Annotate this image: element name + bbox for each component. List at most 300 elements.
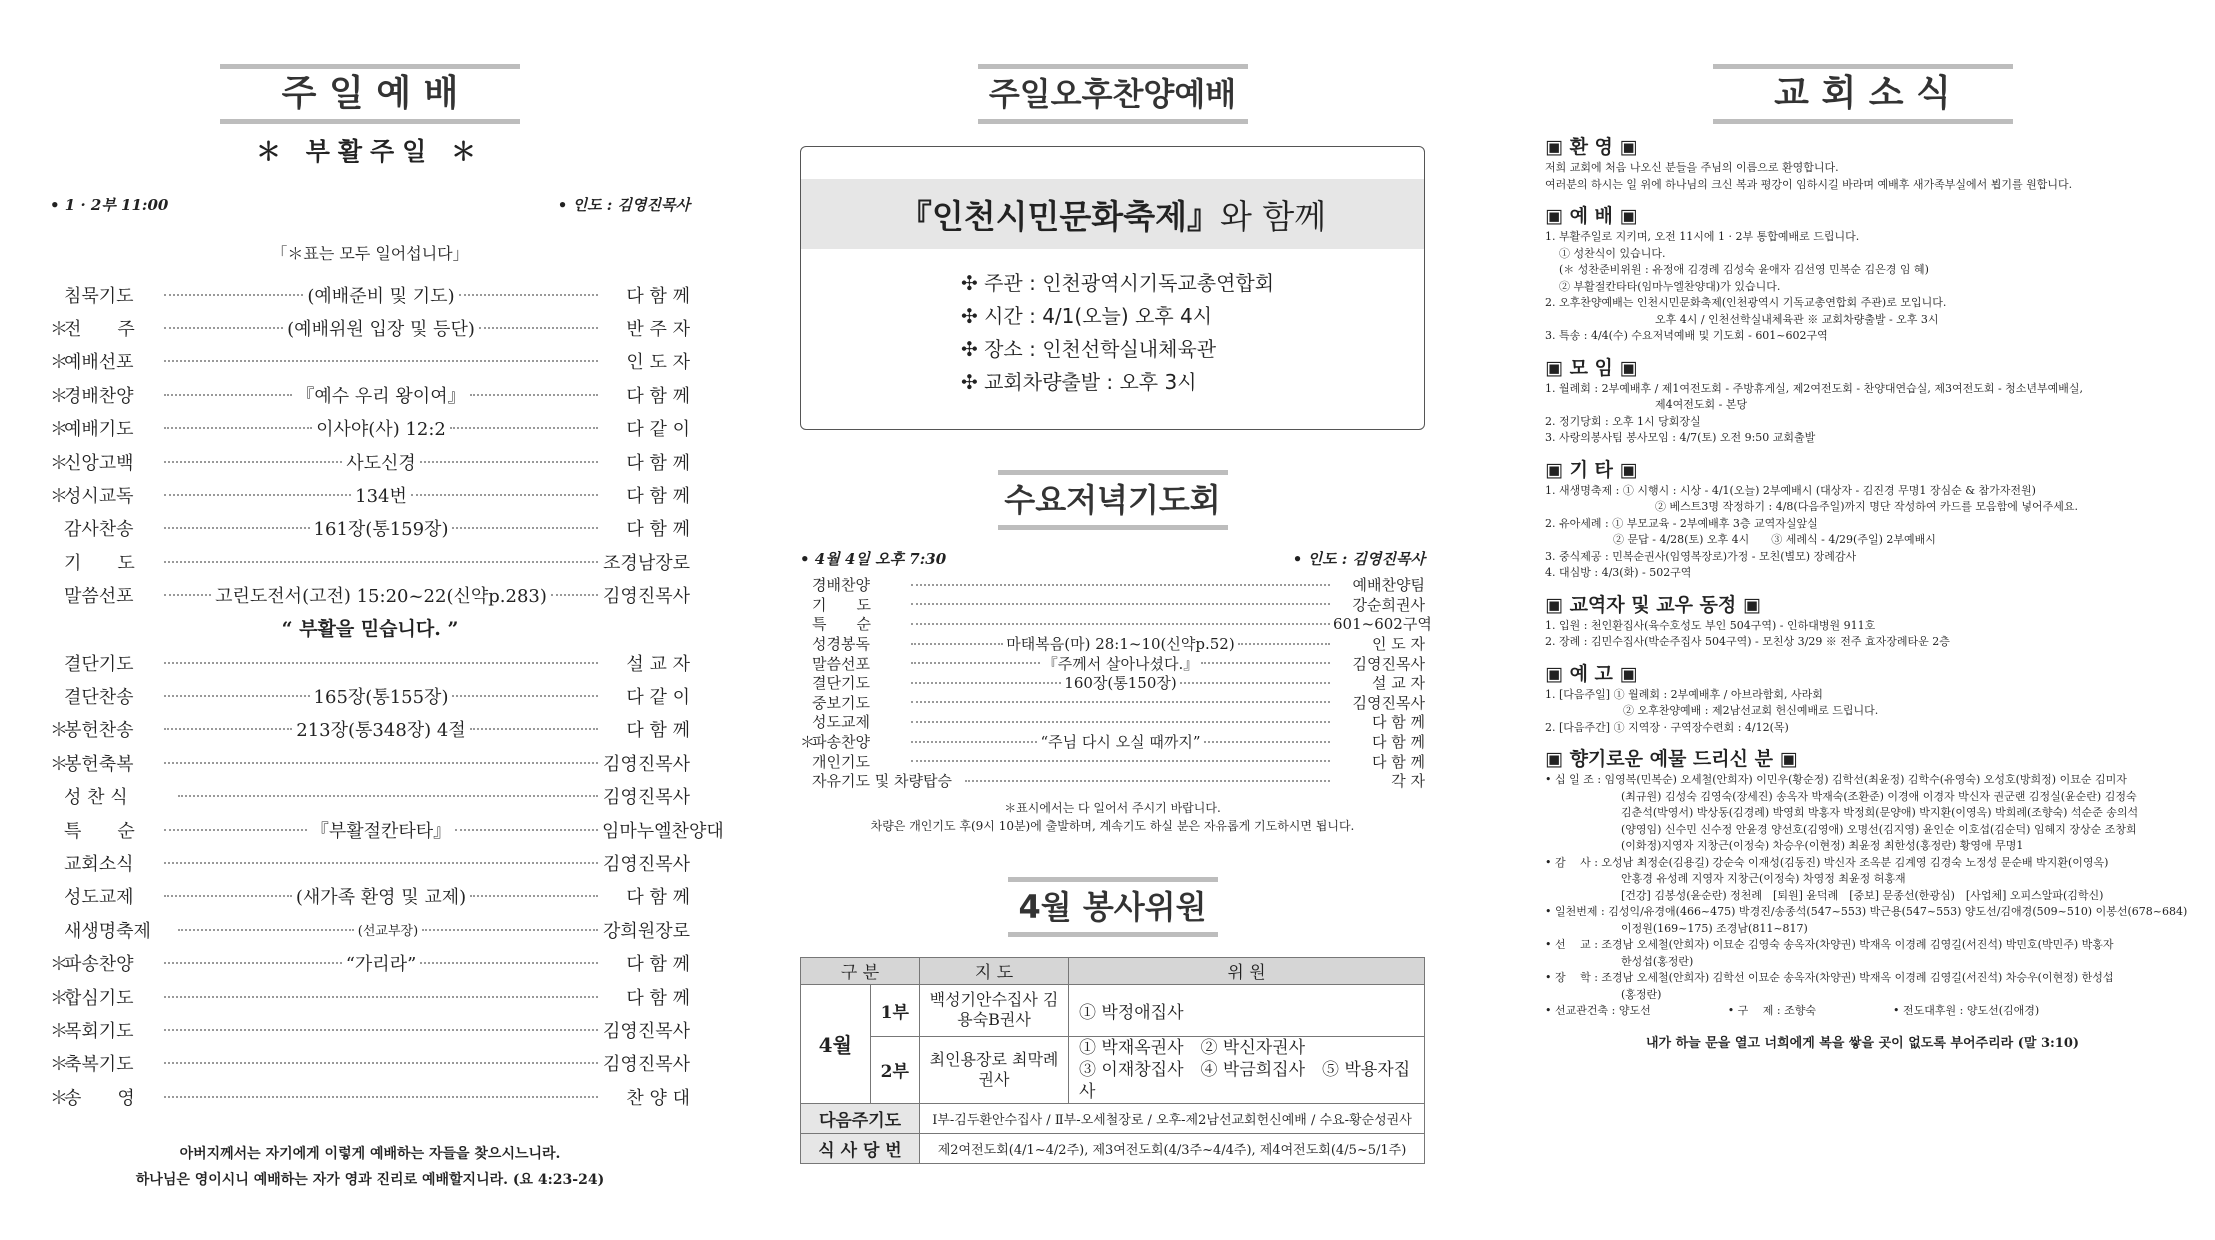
worship-leader: • 인도 : 김영진목사: [557, 196, 690, 214]
order-item-name: 말씀선포: [64, 586, 134, 608]
order-row: [50, 779, 690, 812]
standing-mark: ＊: [50, 987, 68, 1009]
dot-leader: [911, 682, 1061, 684]
title-bar-bottom: [1008, 932, 1218, 937]
order-fill: [908, 672, 1333, 693]
wednesday-title-box: [998, 470, 1228, 530]
order-detail: 213장(통348장) 4절: [296, 720, 466, 742]
verse-line-1: 아버지께서는 자기에게 이렇게 예배하는 자들을 찾으시느니라.: [179, 1146, 561, 1163]
order-row: [50, 880, 690, 913]
order-fill: [160, 449, 602, 475]
order-item-name: 감사찬송: [64, 519, 134, 541]
order-item-name: 성도교제: [64, 887, 134, 909]
standing-mark: ＊: [50, 1054, 68, 1076]
order-item-name: 송 영: [64, 1087, 135, 1109]
order-item-person: 다 같 이: [626, 419, 690, 441]
order-item-name: 기 도: [64, 552, 135, 574]
dot-leader: [479, 327, 598, 329]
order-item-person: 반 주 자: [626, 319, 690, 341]
festival-host: ✣ 주관 : 인천광역시기독교총연합회: [961, 271, 1275, 295]
sunday-worship-column: [50, 0, 724, 1193]
order-row: [50, 512, 690, 545]
order-fill: [160, 683, 602, 709]
dot-leader: [911, 701, 1330, 703]
order-item-name: 경배찬양: [64, 385, 134, 407]
worship-line: 오후 4시 / 인천선학실내체육관 ※ 교회차량출발 - 오후 3시: [1655, 312, 1939, 326]
order-item-name: 예배기도: [64, 419, 134, 441]
order-item-name: 성시교독: [64, 486, 134, 508]
order-fill: [174, 920, 602, 939]
order-fill: [160, 862, 602, 864]
wednesday-order: [800, 575, 1432, 791]
table-row: [801, 984, 1425, 1036]
order-item-person: 다 함 께: [626, 486, 690, 508]
standing-mark: ＊: [50, 753, 68, 775]
title-bar-bottom: [998, 525, 1228, 530]
wednesday-title: 수요저녁기도회: [1004, 481, 1221, 519]
part2-lead: 최인용장로 최막례권사: [920, 1036, 1069, 1103]
dot-leader: [164, 594, 211, 596]
order-item-person: 조경남장로: [603, 552, 690, 574]
order-item-name: 결단찬송: [64, 686, 134, 708]
section-meetings: ▣ 모 임 ▣: [1545, 356, 1638, 379]
welcome-line: 저희 교회에 처음 나오신 분들을 주님의 이름으로 환영합니다.: [1545, 161, 1839, 174]
order-row: [50, 846, 690, 879]
order-item-person: 다 함 께: [626, 385, 690, 407]
offering-line: (최규원) 김성숙 김영숙(장세진) 송옥자 박재숙(조환준) 이경애 이경자 박신자 권군랜 김정실(윤순란) 김정숙: [1621, 789, 2137, 803]
order-fill: [908, 603, 1333, 605]
offering-line: [건강] 김봉성(윤순란) 정천례 [퇴원] 윤덕례 [중보] 문종선(한광심) [사업체] 오피스알파(김학신): [1621, 888, 2104, 902]
order-row: [50, 412, 690, 445]
dot-leader: [470, 895, 598, 897]
sunday-worship-title-box: [220, 64, 520, 124]
order-fill: [962, 780, 1333, 782]
dot-leader: [164, 895, 292, 897]
order-fill: [160, 762, 602, 764]
worship-meta: [50, 194, 690, 215]
order-fill: [908, 701, 1333, 703]
sunday-worship-title: 주 일 예 배: [281, 73, 459, 114]
misc-line: ② 문답 - 4/28(토) 오후 4시 ③ 세례식 - 4/29(주일) 2부예배시: [1613, 533, 1936, 546]
order-row: [50, 579, 690, 612]
afternoon-title-box: [978, 64, 1248, 124]
order-item-person: 인 도 자: [626, 352, 690, 374]
order-item-name: 목회기도: [64, 1020, 134, 1042]
standing-mark: ＊: [50, 1087, 68, 1109]
dot-leader: [911, 662, 1040, 664]
offering-line: • 선교관건축 : 양도선 • 구 제 : 조향숙 • 전도대후원 : 양도선(김애경): [1545, 1004, 2040, 1017]
dot-leader: [164, 829, 307, 831]
order-item-person: 김영진목사: [603, 787, 690, 809]
order-item-name: 파송찬양: [64, 954, 134, 976]
order-item-name: 성 찬 식: [64, 787, 128, 809]
dot-leader: [422, 929, 598, 931]
order-item-name: 특 순: [812, 615, 871, 634]
worship-line: 1. 부활주일로 지키며, 오전 11시에 1 · 2부 통합예배로 드립니다.: [1545, 230, 1860, 243]
order-row: [50, 679, 690, 712]
standing-mark: ＊: [50, 452, 68, 474]
order-item-person: 김영진목사: [603, 586, 690, 608]
order-fill: [160, 382, 602, 408]
order-detail: “가리라”: [345, 954, 417, 976]
order-fill: [160, 282, 602, 308]
table-row: [801, 1133, 1425, 1163]
dot-leader: [911, 721, 1330, 723]
order-item-person: 예배찬양팀: [1352, 576, 1425, 595]
news-line: 2. 장례 : 김민수집사(박순주집사 504구역) - 모친상 3/29 ※ 전주 효자장례타운 2층: [1545, 635, 1950, 648]
section-offerings: ▣ 향기로운 예물 드리신 분 ▣: [1545, 748, 1798, 770]
standing-mark: ＊: [50, 352, 68, 374]
misc-line: 1. 새생명축제 : ① 시행시 : 시상 - 4/1(오늘) 2부예배시 (대상자 - 김진경 무명1 장심순 & 참가자전원): [1545, 483, 2036, 497]
order-item-person: 601~602구역: [1333, 615, 1432, 634]
offering-line: 김춘석(박영서) 박상동(김경례) 박영희 박홍자 박정희(문양애) 박지환(이영옥) 박희례(조향숙) 석순준 송의석: [1621, 806, 2139, 819]
offering-line: • 감 사 : 오성남 최정순(김용길) 강순숙 이재성(김동진) 박신자 조옥분 김계영 김경숙 노정성 문순배 박지환(이영옥): [1545, 855, 2109, 869]
worship-line: 2. 오후찬양예배는 인천시민문화축제(인천광역시 기독교총연합회 주관)로 모입니다.: [1545, 296, 1947, 309]
offering-line: (양영임) 신수민 신수정 안윤경 양선호(김영애) 오명선(김지영) 윤인순 이호섭(김순덕) 임혜지 장상순 조창희: [1621, 822, 2137, 836]
offering-line: • 일천번제 : 김성익/유경애(466~475) 박경진/송종석(547~553) 박근용(547~553) 양도선/김애경(509~510) 이봉선(678~684): [1545, 905, 2188, 918]
news-title-box: [1713, 64, 2013, 124]
dot-leader: [164, 494, 351, 496]
order-row: [50, 813, 724, 846]
verse-line-2: 하나님은 영이시니 예배하는 자가 영과 진리로 예배할지니라. (요 4:23-24): [135, 1172, 605, 1189]
dot-leader: [164, 294, 303, 296]
order-item-person: 다 같 이: [626, 686, 690, 708]
dot-leader: [178, 795, 598, 797]
order-item-person: 다 함 께: [626, 954, 690, 976]
order-row: [800, 634, 1425, 654]
order-item-name: 새생명축제: [64, 920, 151, 942]
order-item-person: 임마누엘찬양대: [602, 820, 724, 842]
dot-leader: [1238, 643, 1330, 645]
table-header: [801, 957, 1425, 984]
order-fill: [160, 515, 602, 541]
festival-band: [801, 179, 1424, 249]
table-row: [801, 1036, 1425, 1103]
part1-lead: 백성기안수집사 김용숙B권사: [920, 984, 1069, 1036]
order-item-person: 김영진목사: [1352, 693, 1425, 712]
worship-line: ② 부활절칸타타(임마누엘찬양대)가 있습니다.: [1559, 279, 1781, 293]
festival-suffix: 와 함께: [1219, 196, 1327, 236]
order-item-person: 다 함 께: [626, 285, 690, 307]
dot-leader: [911, 643, 1003, 645]
misc-line: 2. 유아세례 : ① 부모교육 - 2부예배후 3층 교역자실앞실: [1545, 516, 1818, 530]
offering-line: (이화정)지영자 지창근(이정숙) 차승우(이현정) 최윤정 최한성(홍정란) 황영애 무명1: [1621, 839, 2024, 852]
order-item-person: 설 교 자: [626, 653, 690, 675]
order-item-person: 김영진목사: [603, 1020, 690, 1042]
standing-mark: ＊: [50, 954, 68, 976]
malachi-verse: 내가 하늘 문을 열고 너희에게 복을 쌓을 곳이 없도록 부어주리라 (말 3:10): [1645, 1035, 2080, 1051]
dot-leader: [164, 1029, 598, 1031]
order-detail: 사도신경: [346, 452, 416, 474]
order-fill: [160, 561, 602, 563]
order-row: [800, 673, 1425, 693]
order-fill: [908, 721, 1333, 723]
order-item-name: 기 도: [812, 595, 871, 614]
order-item-person: 설 교 자: [1371, 674, 1425, 693]
order-fill: [160, 950, 602, 976]
order-item-name: 교회소식: [64, 853, 134, 875]
order-item-name: 결단기도: [812, 674, 870, 693]
order-item-person: 다 함 께: [626, 887, 690, 909]
order-item-name: 파송찬양: [812, 733, 870, 752]
part2-members-line2: ③ 이재창집사 ④ 박금희집사 ⑤ 박용자집사: [1079, 1059, 1411, 1102]
order-item-name: 경배찬양: [812, 576, 870, 595]
order-fill: [160, 996, 602, 998]
order-row: [800, 712, 1425, 732]
standing-mark: ＊: [50, 486, 68, 508]
easter-subtitle: ＊ 부활주일 ＊: [255, 137, 484, 166]
dot-leader: [452, 527, 598, 529]
order-item-name: 합심기도: [64, 987, 134, 1009]
dot-leader: [164, 427, 312, 429]
title-bar-bottom: [220, 119, 520, 124]
bible-verse: [50, 1141, 690, 1193]
offering-line: 이정원(169~175) 조경남(811~817): [1621, 921, 1808, 935]
welcome-line: 여러분의 하시는 일 위에 하나님의 크신 복과 평강이 임하시길 바라며 예배후 새가족부실에서 뵙기를 원합니다.: [1545, 177, 2073, 191]
order-fill: [908, 653, 1333, 674]
order-fill: [160, 582, 602, 608]
order-item-name: 말씀선포: [812, 654, 870, 673]
festival-bus: ✣ 교회차량출발 : 오후 3시: [961, 370, 1197, 394]
order-item-name: 봉헌축복: [64, 753, 134, 775]
order-fill: [908, 760, 1333, 762]
meeting-line: 2. 정기당회 : 오후 1시 당회장실: [1545, 414, 1701, 428]
offering-line: • 십 일 조 : 임영복(민복순) 오세철(안희자) 이민우(황순정) 김학선(최윤정) 김학수(유영숙) 오성호(방희정) 이묘순 김미자: [1545, 773, 2127, 786]
standing-mark: ＊: [50, 419, 68, 441]
dot-leader: [1201, 662, 1330, 664]
order-item-name: 성경봉독: [812, 635, 870, 654]
meeting-line: 1. 월례회 : 2부예배후 / 제1여전도회 - 주방휴게실, 제2여전도회 - 찬양대연습실, 제3여전도회 - 청소년부예배실,: [1545, 381, 2084, 395]
wednesday-time: • 4월 4일 오후 7:30: [800, 550, 947, 568]
standing-mark: ＊: [50, 720, 68, 742]
dot-leader: [911, 584, 1330, 586]
order-fill: [160, 315, 602, 341]
offering-line: (홍정란): [1621, 987, 1662, 1001]
header-members: 위 원: [1069, 957, 1425, 984]
dot-leader: [164, 1096, 598, 1098]
dot-leader: [164, 962, 342, 964]
offering-line: 한성섭(홍정란): [1621, 954, 1694, 968]
order-detail: “주님 다시 오실 때까지”: [1040, 733, 1201, 752]
misc-line: 3. 중식제공 : 민복순권사(임영복장로)가정 - 모친(별모) 장례감사: [1545, 549, 1857, 563]
meeting-line: 제4여전도회 - 본당: [1655, 398, 1748, 411]
order-item-name: 축복기도: [64, 1054, 134, 1076]
order-detail: (예배준비 및 기도): [307, 285, 455, 307]
order-item-name: 봉헌찬송: [64, 720, 134, 742]
misc-line: 4. 대심방 : 4/3(화) - 502구역: [1545, 566, 1692, 579]
worship-line: (＊ 성찬준비위원 : 유정애 김경례 김성숙 윤애자 김선영 민복순 김은경 임 혜): [1559, 263, 1929, 276]
upcoming-line: ② 오후찬양예배 : 제2남선교회 헌신예배로 드립니다.: [1623, 704, 1879, 717]
order-fill: [160, 883, 602, 909]
order-item-name: 중보기도: [812, 693, 870, 712]
order-row: [800, 575, 1425, 595]
wednesday-notes: [800, 799, 1425, 835]
offering-line: 안홍경 유성례 지영자 지창근(이정숙) 차영정 최윤정 허홍재: [1621, 872, 1906, 885]
order-detail: 『예수 우리 왕이여』: [296, 385, 466, 407]
news-title: 교 회 소 식: [1774, 73, 1951, 114]
dot-leader: [164, 561, 598, 563]
order-row: [50, 713, 690, 746]
festival-place: ✣ 장소 : 인천선학실내체육관: [961, 337, 1217, 361]
dot-leader: [551, 594, 598, 596]
volunteers-table: [800, 957, 1425, 1164]
order-row: [50, 1013, 690, 1046]
part2-members-line1: ① 박재옥권사 ② 박신자권사: [1079, 1037, 1306, 1058]
dot-leader: [470, 728, 598, 730]
order-fill: [908, 633, 1333, 654]
part1-members: ① 박정애집사: [1069, 984, 1425, 1036]
order-fill: [908, 623, 1333, 625]
order-item-name: 성도교제: [812, 713, 870, 732]
worship-line: ① 성찬식이 있습니다.: [1559, 246, 1666, 260]
order-item-name: 자유기도 및 차량탑승: [812, 772, 952, 791]
part2-members: [1069, 1036, 1425, 1103]
order-detail: (선교부장): [357, 924, 419, 940]
next-prayer-label: 다음주기도: [801, 1103, 920, 1133]
order-of-service-2: [50, 646, 724, 1113]
section-welcome: ▣ 환 영 ▣: [1545, 136, 1638, 158]
order-of-service: [50, 278, 690, 612]
order-row: [50, 946, 690, 979]
standing-mark: ＊: [50, 319, 68, 341]
order-fill: [160, 482, 602, 508]
title-bar-bottom: [1713, 119, 2013, 124]
order-item-person: 다 함 께: [1371, 713, 1425, 732]
dot-leader: [470, 394, 598, 396]
order-item-person: 인 도 자: [1371, 635, 1425, 654]
order-row: [800, 614, 1432, 634]
order-detail: 『주께서 살아나셨다.』: [1042, 654, 1199, 673]
dot-leader: [164, 327, 283, 329]
dot-leader: [164, 527, 310, 529]
order-row: [50, 378, 690, 411]
section-worship: ▣ 예 배 ▣: [1545, 205, 1638, 227]
order-item-person: 김영진목사: [603, 753, 690, 775]
meal-duty: 제2여전도회(4/1~4/2주), 제3여전도회(4/3주~4/4주), 제4여전도회(4/5~5/1주): [920, 1133, 1425, 1163]
dot-leader: [420, 962, 598, 964]
standing-note: 「＊표는 모두 일어섭니다」: [271, 244, 469, 263]
standing-mark: ＊: [50, 1020, 68, 1042]
order-row: [50, 545, 690, 578]
dot-leader: [411, 494, 598, 496]
dot-leader: [164, 862, 598, 864]
section-upcoming: ▣ 예 고 ▣: [1545, 662, 1638, 685]
standing-mark: ＊: [800, 733, 816, 752]
order-row: [50, 478, 690, 511]
dot-leader: [164, 394, 292, 396]
worship-time: • 1 · 2부 11:00: [50, 196, 169, 214]
order-item-name: 전 주: [64, 319, 135, 341]
worship-line: 3. 특송 : 4/4(수) 수요저녁예배 및 기도회 - 601~602구역: [1545, 329, 1828, 342]
order-detail: (예배위원 입장 및 등단): [287, 319, 475, 341]
section-news: ▣ 교역자 및 교우 동정 ▣: [1545, 593, 1761, 616]
order-item-person: 강순희권사: [1352, 595, 1425, 614]
offering-line: • 선 교 : 조경남 오세철(안희자) 이묘순 김영숙 송옥자(차양권) 박재옥 이경례 김영길(서진석) 박민호(박민주) 박홍자: [1545, 938, 2114, 951]
wednesday-note-2: 차량은 개인기도 후(9시 10분)에 출발하며, 계속기도 하실 분은 자유롭게 기도하시면 됩니다.: [870, 818, 1355, 833]
header-division: 구 분: [801, 957, 920, 984]
dot-leader: [911, 603, 1330, 605]
dot-leader: [455, 829, 598, 831]
order-row: [50, 980, 690, 1013]
order-detail: 161장(통159장): [313, 519, 449, 541]
dot-leader: [164, 1062, 598, 1064]
misc-line: ② 베스트3명 작정하기 : 4/8(다음주일)까지 명단 작성하여 카드를 모음함에 넣어주세요.: [1655, 500, 2078, 513]
order-item-person: 김영진목사: [603, 853, 690, 875]
dot-leader: [164, 728, 292, 730]
order-item-name: 결단기도: [64, 653, 134, 675]
wednesday-leader: • 인도 : 김영진목사: [1292, 550, 1425, 568]
order-fill: [160, 1062, 602, 1064]
dot-leader: [911, 760, 1330, 762]
next-prayer: Ⅰ부-김두환안수집사 / Ⅱ부-오세철장로 / 오후-제2남선교회헌신예배 / 수요-황순성권사: [920, 1103, 1425, 1133]
dot-leader: [1204, 741, 1330, 743]
upcoming-line: 2. [다음주간] ① 지역장 · 구역장수련회 : 4/12(목): [1545, 720, 1789, 734]
order-fill: [908, 731, 1333, 752]
dot-leader: [164, 762, 598, 764]
festival-box: [800, 146, 1425, 430]
dot-leader: [164, 662, 598, 664]
dot-leader: [911, 741, 1037, 743]
order-item-person: 다 함 께: [626, 987, 690, 1009]
order-item-person: 김영진목사: [603, 1054, 690, 1076]
dot-leader: [911, 623, 1330, 625]
offering-line: • 장 학 : 조경남 오세철(안희자) 김학선 이묘순 송옥자(차양권) 박재옥 이경례 김영길(서진석) 차승우(이현정) 한성섭: [1545, 971, 2114, 984]
order-item-person: 다 함 께: [626, 519, 690, 541]
order-row: [800, 751, 1425, 771]
month-cell: 4월: [801, 984, 871, 1103]
part2-cell: 2부: [870, 1036, 919, 1103]
meal-duty-label: 식 사 당 번: [801, 1133, 920, 1163]
order-detail: 고린도전서(고전) 15:20~22(신약p.283): [215, 586, 547, 608]
order-row: [50, 746, 690, 779]
dot-leader: [450, 427, 598, 429]
order-item-person: 다 함 께: [626, 720, 690, 742]
order-row: [50, 445, 690, 478]
sermon-title: “ 부활을 믿습니다. ”: [281, 617, 459, 640]
dot-leader: [965, 780, 1330, 782]
order-detail: 마태복음(마) 28:1~10(신약p.52): [1006, 635, 1235, 654]
order-row: [50, 1047, 690, 1080]
news-line: 1. 입원 : 천인환집사(육수호성도 부인 504구역) - 인하대병원 911호: [1545, 618, 1876, 632]
order-fill: [908, 584, 1333, 586]
order-row: [800, 595, 1425, 615]
meeting-line: 3. 사랑의봉사팀 봉사모임 : 4/7(토) 오전 9:50 교회출발: [1545, 431, 1816, 444]
afternoon-title: 주일오후찬양예배: [988, 75, 1237, 113]
order-row: [800, 771, 1425, 791]
dot-leader: [164, 461, 342, 463]
order-row: [50, 646, 690, 679]
order-fill: [160, 662, 602, 664]
festival-name: 『인천시민문화축제』: [898, 196, 1220, 236]
order-fill: [160, 1096, 602, 1098]
order-fill: [160, 716, 602, 742]
order-item-name: 침묵기도: [64, 285, 134, 307]
order-item-person: 찬 양 대: [626, 1087, 690, 1109]
section-misc: ▣ 기 타 ▣: [1545, 458, 1638, 481]
standing-mark: ＊: [50, 385, 68, 407]
order-fill: [160, 817, 602, 843]
order-item-person: 각 자: [1391, 772, 1425, 791]
order-detail: 『부활절칸타타』: [310, 820, 452, 842]
order-item-person: 김영진목사: [1352, 654, 1425, 673]
dot-leader: [420, 461, 598, 463]
church-news-column: [1545, 0, 2188, 1051]
order-row: [800, 732, 1425, 752]
order-row: [50, 345, 690, 378]
festival-time: ✣ 시간 : 4/1(오늘) 오후 4시: [961, 304, 1213, 328]
dot-leader: [178, 929, 354, 931]
dot-leader: [459, 294, 598, 296]
